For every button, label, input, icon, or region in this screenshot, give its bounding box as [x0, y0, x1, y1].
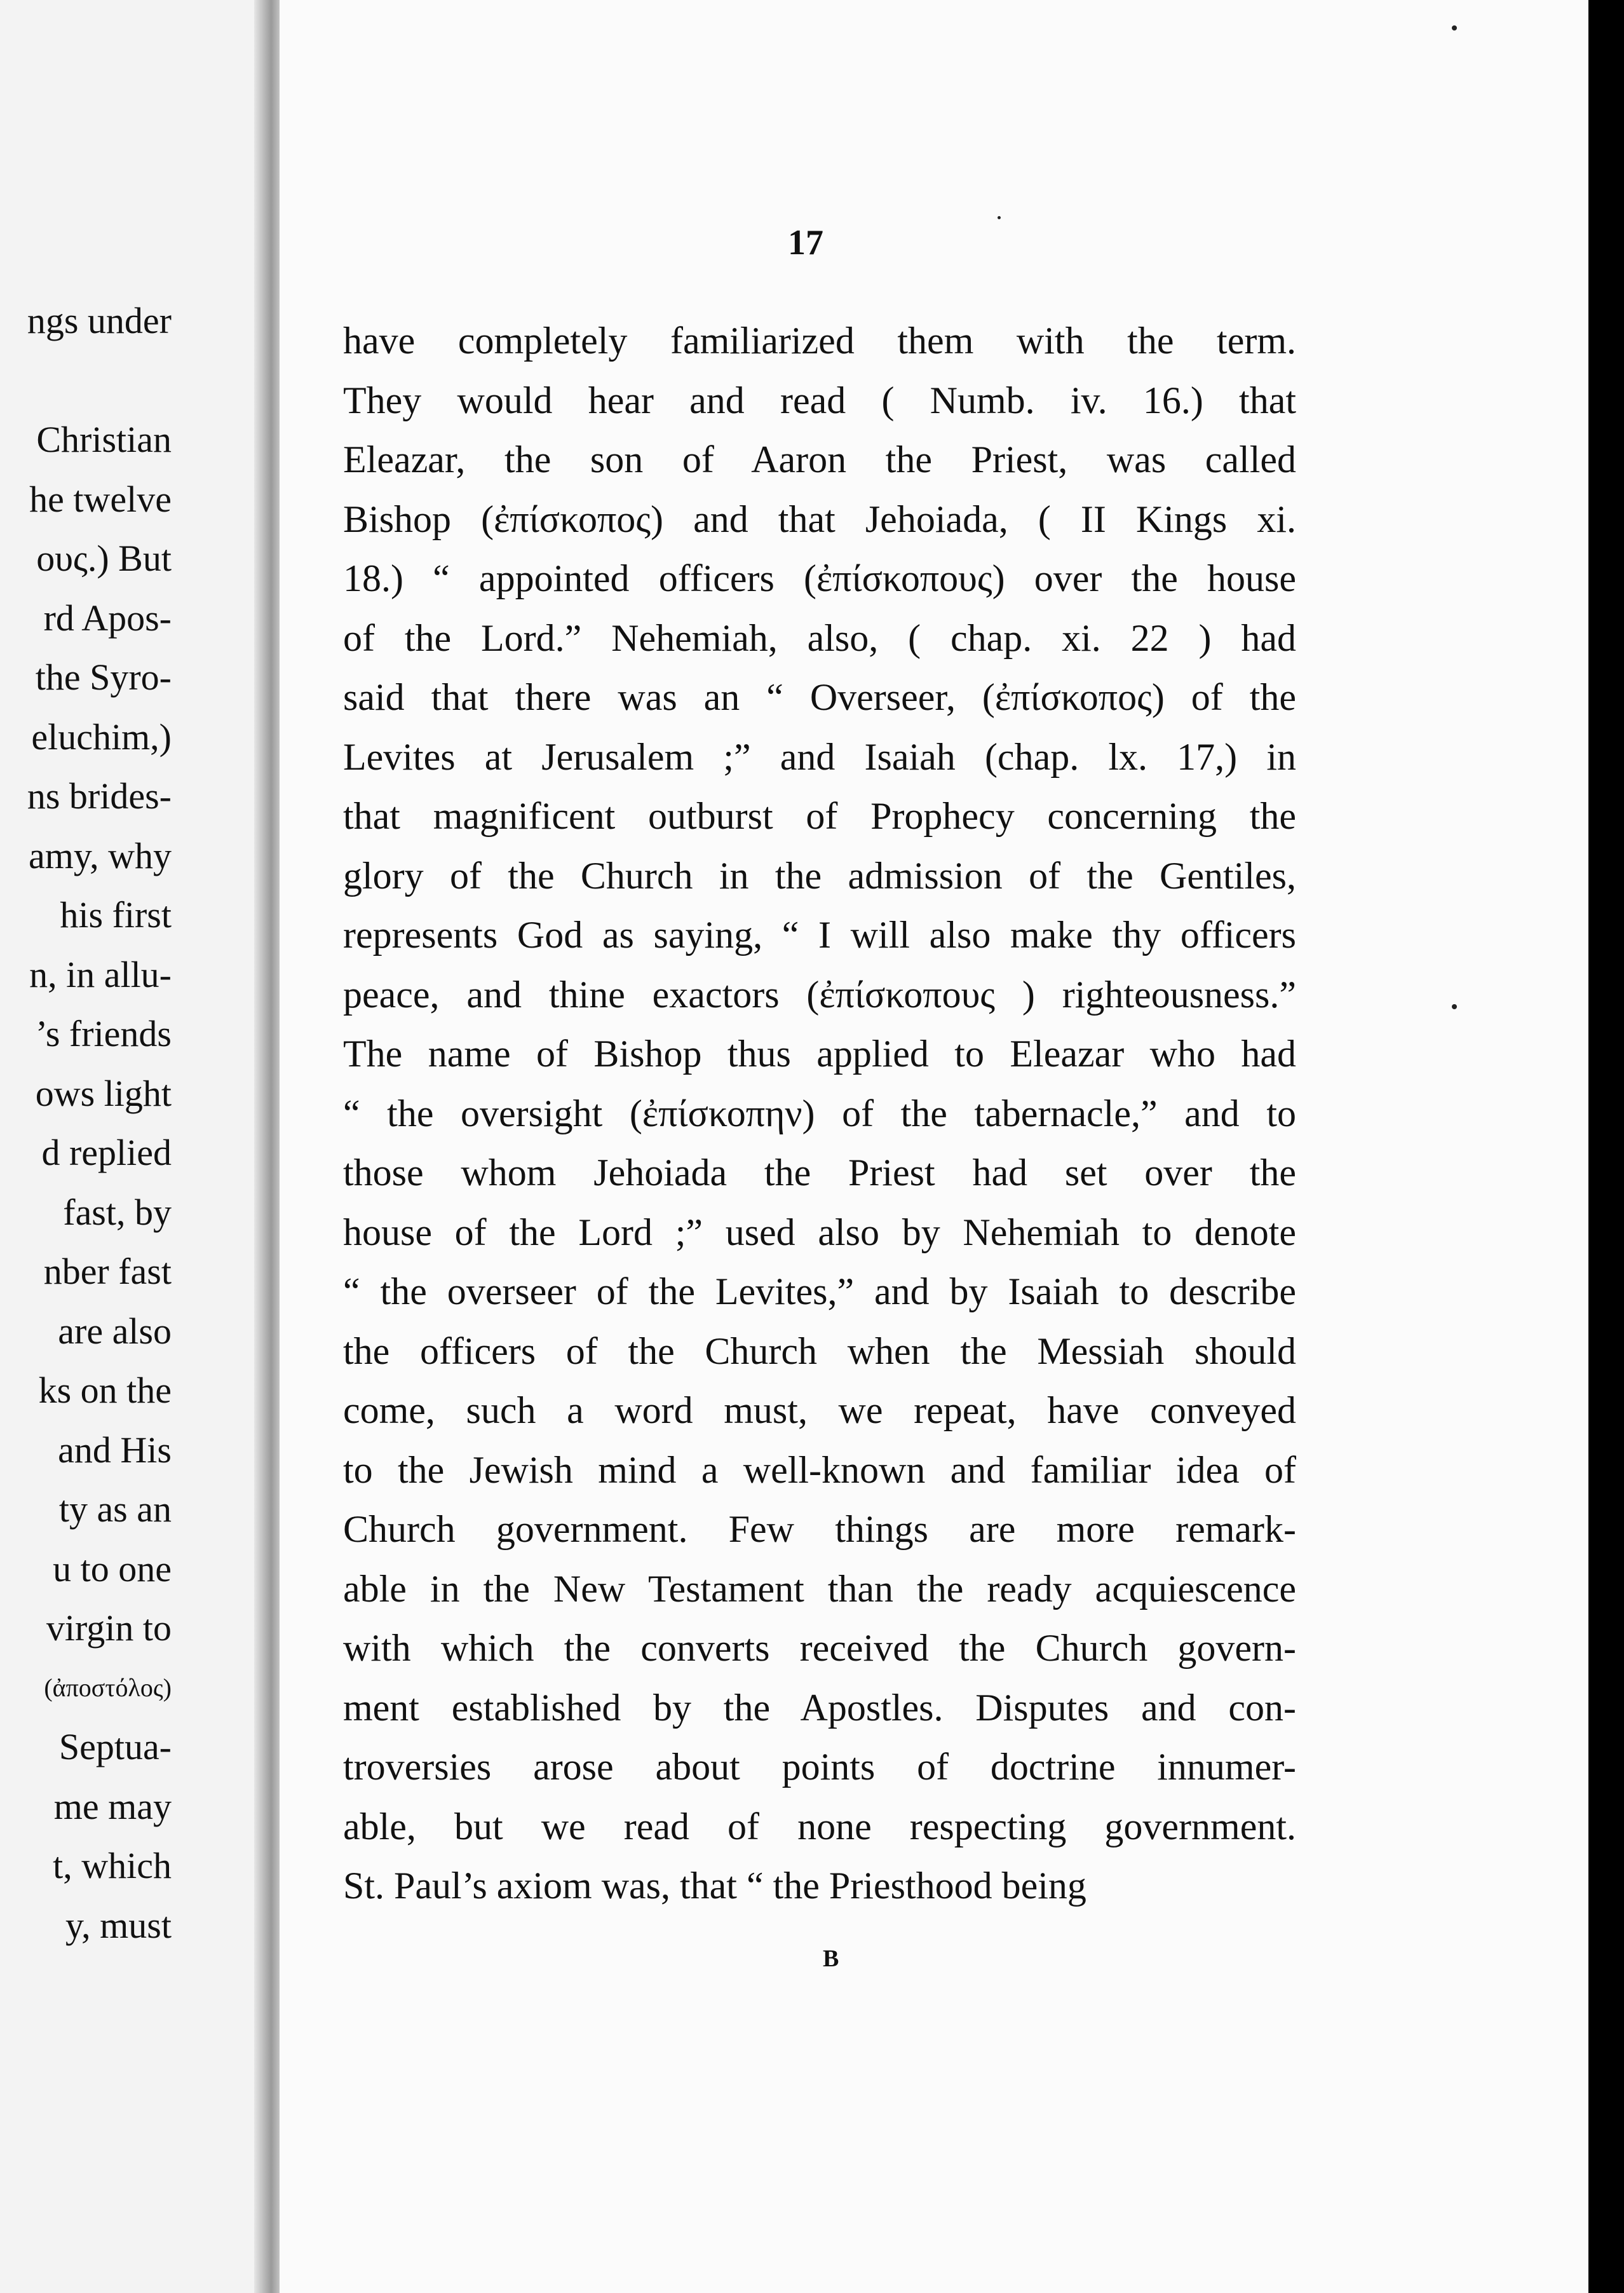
body-line: have completely familiarized them with the term. — [343, 320, 1296, 362]
body-line: Eleazar, the son of Aaron the Priest, was called — [343, 439, 1296, 480]
paper-speck — [1452, 1004, 1457, 1009]
body-line: said that there was an “ Overseer, (ἐπίσκοπος) of the — [343, 676, 1296, 718]
left-page-line: his first — [60, 894, 172, 936]
left-page-line: d replied — [41, 1132, 172, 1173]
left-page-line: nber fast — [43, 1251, 172, 1292]
left-page-line: ns brides- — [27, 775, 172, 817]
body-line: represents God as saying, “ I will also make thy officers — [343, 914, 1296, 956]
left-page-line: ngs under — [27, 300, 172, 341]
body-line: that magnificent outburst of Prophecy concerning the — [343, 795, 1296, 837]
body-line: Bishop (ἐπίσκοπος) and that Jehoiada, ( II Kings xi. — [343, 498, 1296, 540]
body-line: those whom Jehoiada the Priest had set over the — [343, 1152, 1296, 1194]
body-line: They would hear and read ( Numb. iv. 16.) that — [343, 379, 1296, 421]
paper-speck — [998, 216, 1001, 219]
left-page-line: ty as an — [58, 1488, 172, 1530]
left-page-line: the Syro- — [35, 657, 172, 698]
body-line: ment established by the Apostles. Disputes and con- — [343, 1686, 1296, 1729]
left-page-line: y, must — [65, 1904, 172, 1946]
left-page-line: n, in allu- — [29, 953, 172, 995]
body-line: “ the oversight (ἐπίσκοπην) of the tabernacle,” and to — [343, 1092, 1296, 1134]
left-page-line: ks on the — [38, 1370, 172, 1411]
left-page — [0, 0, 280, 2293]
left-page-line: ’s friends — [35, 1013, 172, 1054]
left-page-line: me may — [53, 1785, 172, 1827]
body-line: of the Lord.” Nehemiah, also, ( chap. xi. 22 ) had — [343, 616, 1296, 659]
left-page-line: fast, by — [63, 1191, 172, 1233]
left-page-line: t, which — [53, 1845, 172, 1886]
left-page-line: are also — [58, 1310, 172, 1352]
left-page-line: rd Apos- — [43, 597, 172, 639]
left-page-line: and His — [58, 1429, 172, 1471]
paper-speck — [1452, 25, 1457, 31]
left-page-line: u to one — [53, 1548, 172, 1589]
left-page-line: ους.) But — [36, 538, 172, 579]
body-line: able, but we read of none respecting government. — [343, 1805, 1296, 1847]
body-line: come, such a word must, we repeat, have conveyed — [343, 1389, 1296, 1431]
signature-mark: B — [823, 1945, 839, 1972]
body-line: “ the overseer of the Levites,” and by Isaiah to describe — [343, 1270, 1296, 1312]
left-page-line: eluchim,) — [31, 716, 172, 758]
left-page-line: Christian — [36, 419, 172, 460]
body-line: Church government. Few things are more remark- — [343, 1508, 1296, 1550]
body-line: 18.) “ appointed officers (ἐπίσκοπους) over the house — [343, 557, 1296, 599]
body-line: glory of the Church in the admission of the Gentiles, — [343, 854, 1296, 897]
page-number: 17 — [788, 223, 823, 262]
body-line: troversies arose about points of doctrine innumer- — [343, 1746, 1296, 1788]
body-line: with which the converts received the Church govern- — [343, 1627, 1296, 1669]
body-line: house of the Lord ;” used also by Nehemiah to denote — [343, 1211, 1296, 1253]
body-line: St. Paul’s axiom was, that “ the Priesthood being — [343, 1865, 1086, 1907]
body-line: The name of Bishop thus applied to Eleazar who had — [343, 1033, 1296, 1075]
body-line: to the Jewish mind a well-known and familiar idea of — [343, 1448, 1296, 1491]
left-page-line: virgin to — [46, 1607, 172, 1649]
body-line: able in the New Testament than the ready acquiescence — [343, 1567, 1296, 1610]
left-page-line: amy, why — [29, 834, 172, 876]
body-line: peace, and thine exactors (ἐπίσκοπους ) righteousness.” — [343, 973, 1296, 1016]
body-line: Levites at Jerusalem ;” and Isaiah (chap. lx. 17,) in — [343, 735, 1296, 778]
body-text — [343, 311, 1296, 1916]
left-page-line: he twelve — [29, 478, 172, 520]
left-page-line: (ἀποστόλος) — [44, 1673, 172, 1702]
body-line: the officers of the Church when the Messiah should — [343, 1330, 1296, 1372]
left-page-line: Septua- — [58, 1726, 172, 1767]
left-page-line: ows light — [35, 1072, 172, 1114]
